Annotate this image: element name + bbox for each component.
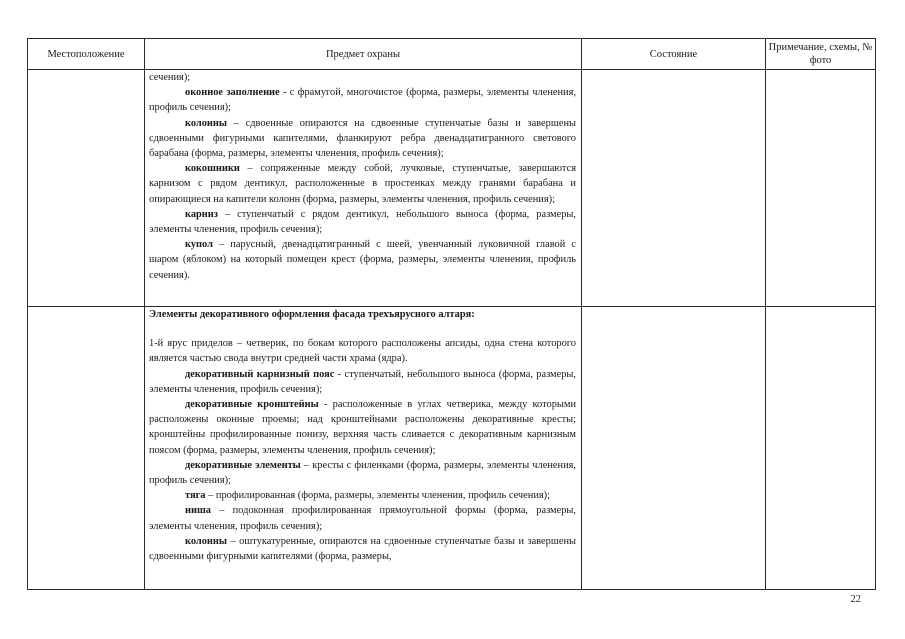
header-note: Примечание, схемы, № фото bbox=[766, 39, 876, 70]
note-cell bbox=[766, 70, 876, 307]
state-cell bbox=[582, 307, 766, 590]
term-description: – кресты с филенками (форма, размеры, элементы членения, профиль сечения); bbox=[149, 459, 577, 487]
term-bold: тяга bbox=[185, 490, 206, 502]
subject-paragraph bbox=[149, 70, 576, 85]
table-row bbox=[28, 307, 876, 590]
state-cell bbox=[582, 70, 766, 307]
subject-paragraph bbox=[149, 503, 576, 533]
subject-paragraphs bbox=[149, 70, 576, 283]
term-bold: ниша bbox=[185, 505, 211, 517]
location-cell bbox=[28, 307, 145, 590]
term-description: – парусный, двенадцатигранный с шеей, увенчанный луковичной главой с шаром (яблоком) на который помещен крест (форма, размеры, элементы членения, профиль сечения). bbox=[149, 239, 576, 281]
term-bold: декоративные кронштейны bbox=[185, 399, 319, 411]
header-state: Состояние bbox=[582, 39, 766, 70]
subject-paragraph bbox=[149, 367, 576, 397]
term-bold: карниз bbox=[185, 208, 218, 220]
term-bold: кокошники bbox=[185, 163, 240, 175]
term-description: – профилированная (форма, размеры, элементы членения, профиль сечения); bbox=[205, 490, 551, 502]
page-number: 22 bbox=[850, 594, 861, 605]
protection-subject-table bbox=[27, 38, 876, 590]
term-description: - с фрамугой, многочистое (форма, размеры, элементы членения, профиль сечения); bbox=[149, 87, 576, 114]
subject-paragraph bbox=[149, 161, 576, 207]
term-description: - расположенные в углах четверика, между которыми расположены оконные проемы; над кронштейнами расположены декоративные кресты; кронштейны профилированные понизу, верхняя часть сливается с декоративным карнизным поясом (форма, размеры, элементы членения, профиль сечения); bbox=[149, 399, 577, 456]
subject-paragraph bbox=[149, 488, 576, 503]
term-description: – оштукатуренные, опираются на сдвоенные ступенчатые базы и завершены сдвоенными фигурными капителями (форма, размеры, bbox=[149, 535, 576, 563]
term-description: – сопряженные между собой, лучковые, ступенчатые, завершаются карнизом с рядом дентикул, расположенные в простенках между гранями барабана и опирающиеся на капители колонн (форма, размеры, элементы членения, профиль сечения); bbox=[149, 163, 576, 205]
term-description: - ступенчатый, небольшого выноса (форма, размеры, элементы членения, профиль сечения); bbox=[149, 368, 576, 395]
subject-paragraph bbox=[149, 397, 576, 458]
subject-cell bbox=[145, 70, 582, 307]
header-location: Местоположение bbox=[28, 39, 145, 70]
subject-paragraph bbox=[149, 116, 576, 162]
subject-paragraph bbox=[149, 458, 576, 488]
subject-paragraph bbox=[149, 207, 576, 237]
term-description: – сдвоенные опираются на сдвоенные ступенчатые базы и завершены сдвоенными фигурными капителями, фланкируют ребра двенадцатигранного светового барабана (форма, размеры, элементы членения, профиль сечения); bbox=[149, 117, 576, 160]
section-intro: 1-й ярус приделов – четверик, по бокам которого расположены апсиды, одна стена которого является частью свода внутри средней части храма (ядра). bbox=[149, 338, 576, 365]
section-heading: Элементы декоративного оформления фасада трехъярусного алтаря: bbox=[149, 309, 475, 320]
location-cell bbox=[28, 70, 145, 307]
table-header-row bbox=[28, 39, 876, 70]
header-subject: Предмет охраны bbox=[145, 39, 582, 70]
term-bold: декоративный карнизный пояс bbox=[185, 368, 335, 380]
paragraph-gap bbox=[149, 322, 576, 336]
term-bold: колонны bbox=[185, 117, 228, 129]
subject-paragraph bbox=[149, 237, 576, 283]
term-description: – подоконная профилированная прямоугольной формы (форма, размеры, элементы членения, профиль сечения); bbox=[149, 505, 576, 532]
subject-paragraph bbox=[149, 534, 576, 564]
table-row bbox=[28, 70, 876, 307]
term-bold: оконное заполнение bbox=[185, 87, 280, 99]
term-bold: колонны bbox=[185, 535, 228, 547]
subject-cell bbox=[145, 307, 582, 590]
term-bold: декоративные элементы bbox=[185, 459, 301, 471]
subject-paragraphs bbox=[149, 367, 576, 565]
term-description: сечения); bbox=[149, 72, 191, 83]
term-description: – ступенчатый с рядом дентикул, небольшого выноса (форма, размеры, элементы членения, профиль сечения); bbox=[149, 208, 576, 236]
term-bold: купол bbox=[185, 239, 213, 251]
note-cell bbox=[766, 307, 876, 590]
subject-paragraph bbox=[149, 85, 576, 115]
